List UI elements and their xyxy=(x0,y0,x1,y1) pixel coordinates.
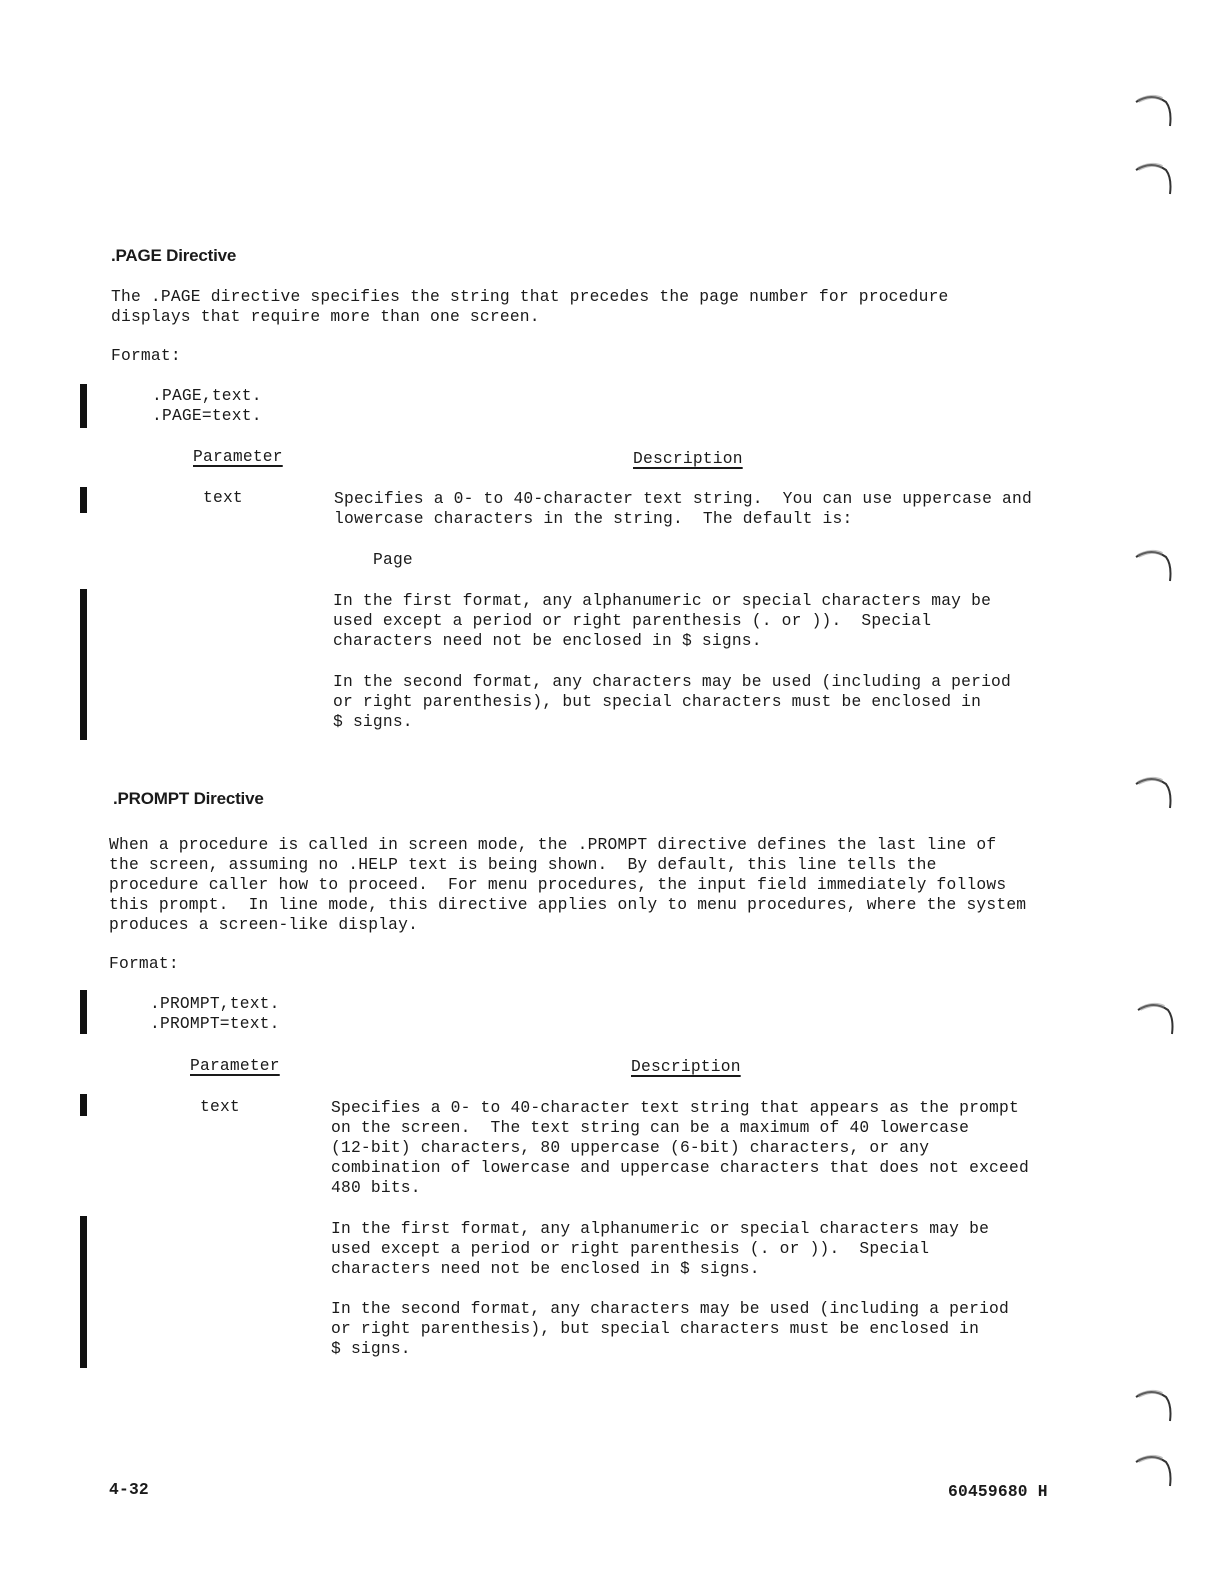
column-header-parameter: Parameter xyxy=(193,447,283,466)
format-syntax: .PROMPT,text. .PROMPT=text. xyxy=(150,994,280,1033)
column-header-description: Description xyxy=(633,449,743,468)
parameter-description: In the second format, any characters may be used (including a period or right parenthesis), but special characters must be enclosed in $ signs. xyxy=(333,672,1011,731)
page-number: 4-32 xyxy=(109,1480,149,1499)
parameter-description: In the first format, any alphanumeric or special characters may be used except a period or right parenthesis (. or )). Special characters need not be enclosed in $ signs. xyxy=(331,1219,990,1278)
document-number: 60459680 H xyxy=(948,1482,1048,1501)
column-header-parameter: Parameter xyxy=(190,1056,280,1075)
parameter-description: Specifies a 0- to 40-character text string that appears as the prompt on the screen. The text string can be a maximum of 40 lowercase (12-bit) characters, 80 uppercase (6-bit) characters, or any combination of lowercase and uppercase characters that does not exceed 480 bits. xyxy=(331,1098,1029,1197)
section-intro-prompt: When a procedure is called in screen mode, the .PROMPT directive defines the last line of the screen, assuming no .HELP text is being shown. By default, this line tells the procedure caller how to proceed. For menu procedures, the input field immediately follows this prompt. In line mode, this directive applies only to menu procedures, where the system produces a screen-like display. xyxy=(109,835,1027,934)
binder-hole-mark xyxy=(1132,772,1176,812)
parameter-name: text xyxy=(200,1097,240,1116)
default-value: Page xyxy=(373,550,413,569)
format-syntax: .PAGE,text. .PAGE=text. xyxy=(152,386,262,425)
change-bar xyxy=(80,589,87,740)
binder-hole-mark xyxy=(1132,1385,1176,1425)
change-bar xyxy=(80,1094,87,1116)
format-label: Format: xyxy=(109,954,179,973)
binder-hole-mark xyxy=(1132,545,1176,585)
format-label: Format: xyxy=(111,346,181,365)
binder-hole-mark xyxy=(1132,90,1176,130)
column-header-description: Description xyxy=(631,1057,741,1076)
parameter-description: In the second format, any characters may be used (including a period or right parenthesis), but special characters must be enclosed in $ signs. xyxy=(331,1299,1009,1358)
section-heading-page: .PAGE Directive xyxy=(111,246,237,265)
section-intro-page: The .PAGE directive specifies the string that precedes the page number for procedure displays that require more than one screen. xyxy=(111,287,949,326)
change-bar xyxy=(80,990,87,1034)
change-bar xyxy=(80,384,87,428)
section-heading-prompt: .PROMPT Directive xyxy=(113,789,264,808)
parameter-name: text xyxy=(203,488,243,507)
change-bar xyxy=(80,1216,87,1368)
binder-hole-mark xyxy=(1132,158,1176,198)
binder-hole-mark xyxy=(1132,1450,1176,1490)
parameter-description: Specifies a 0- to 40-character text string. You can use uppercase and lowercase characters in the string. The default is: xyxy=(334,489,1032,528)
binder-hole-mark xyxy=(1134,998,1178,1038)
change-bar xyxy=(80,487,87,513)
parameter-description: In the first format, any alphanumeric or special characters may be used except a period or right parenthesis (. or )). Special characters need not be enclosed in $ signs. xyxy=(333,591,992,650)
